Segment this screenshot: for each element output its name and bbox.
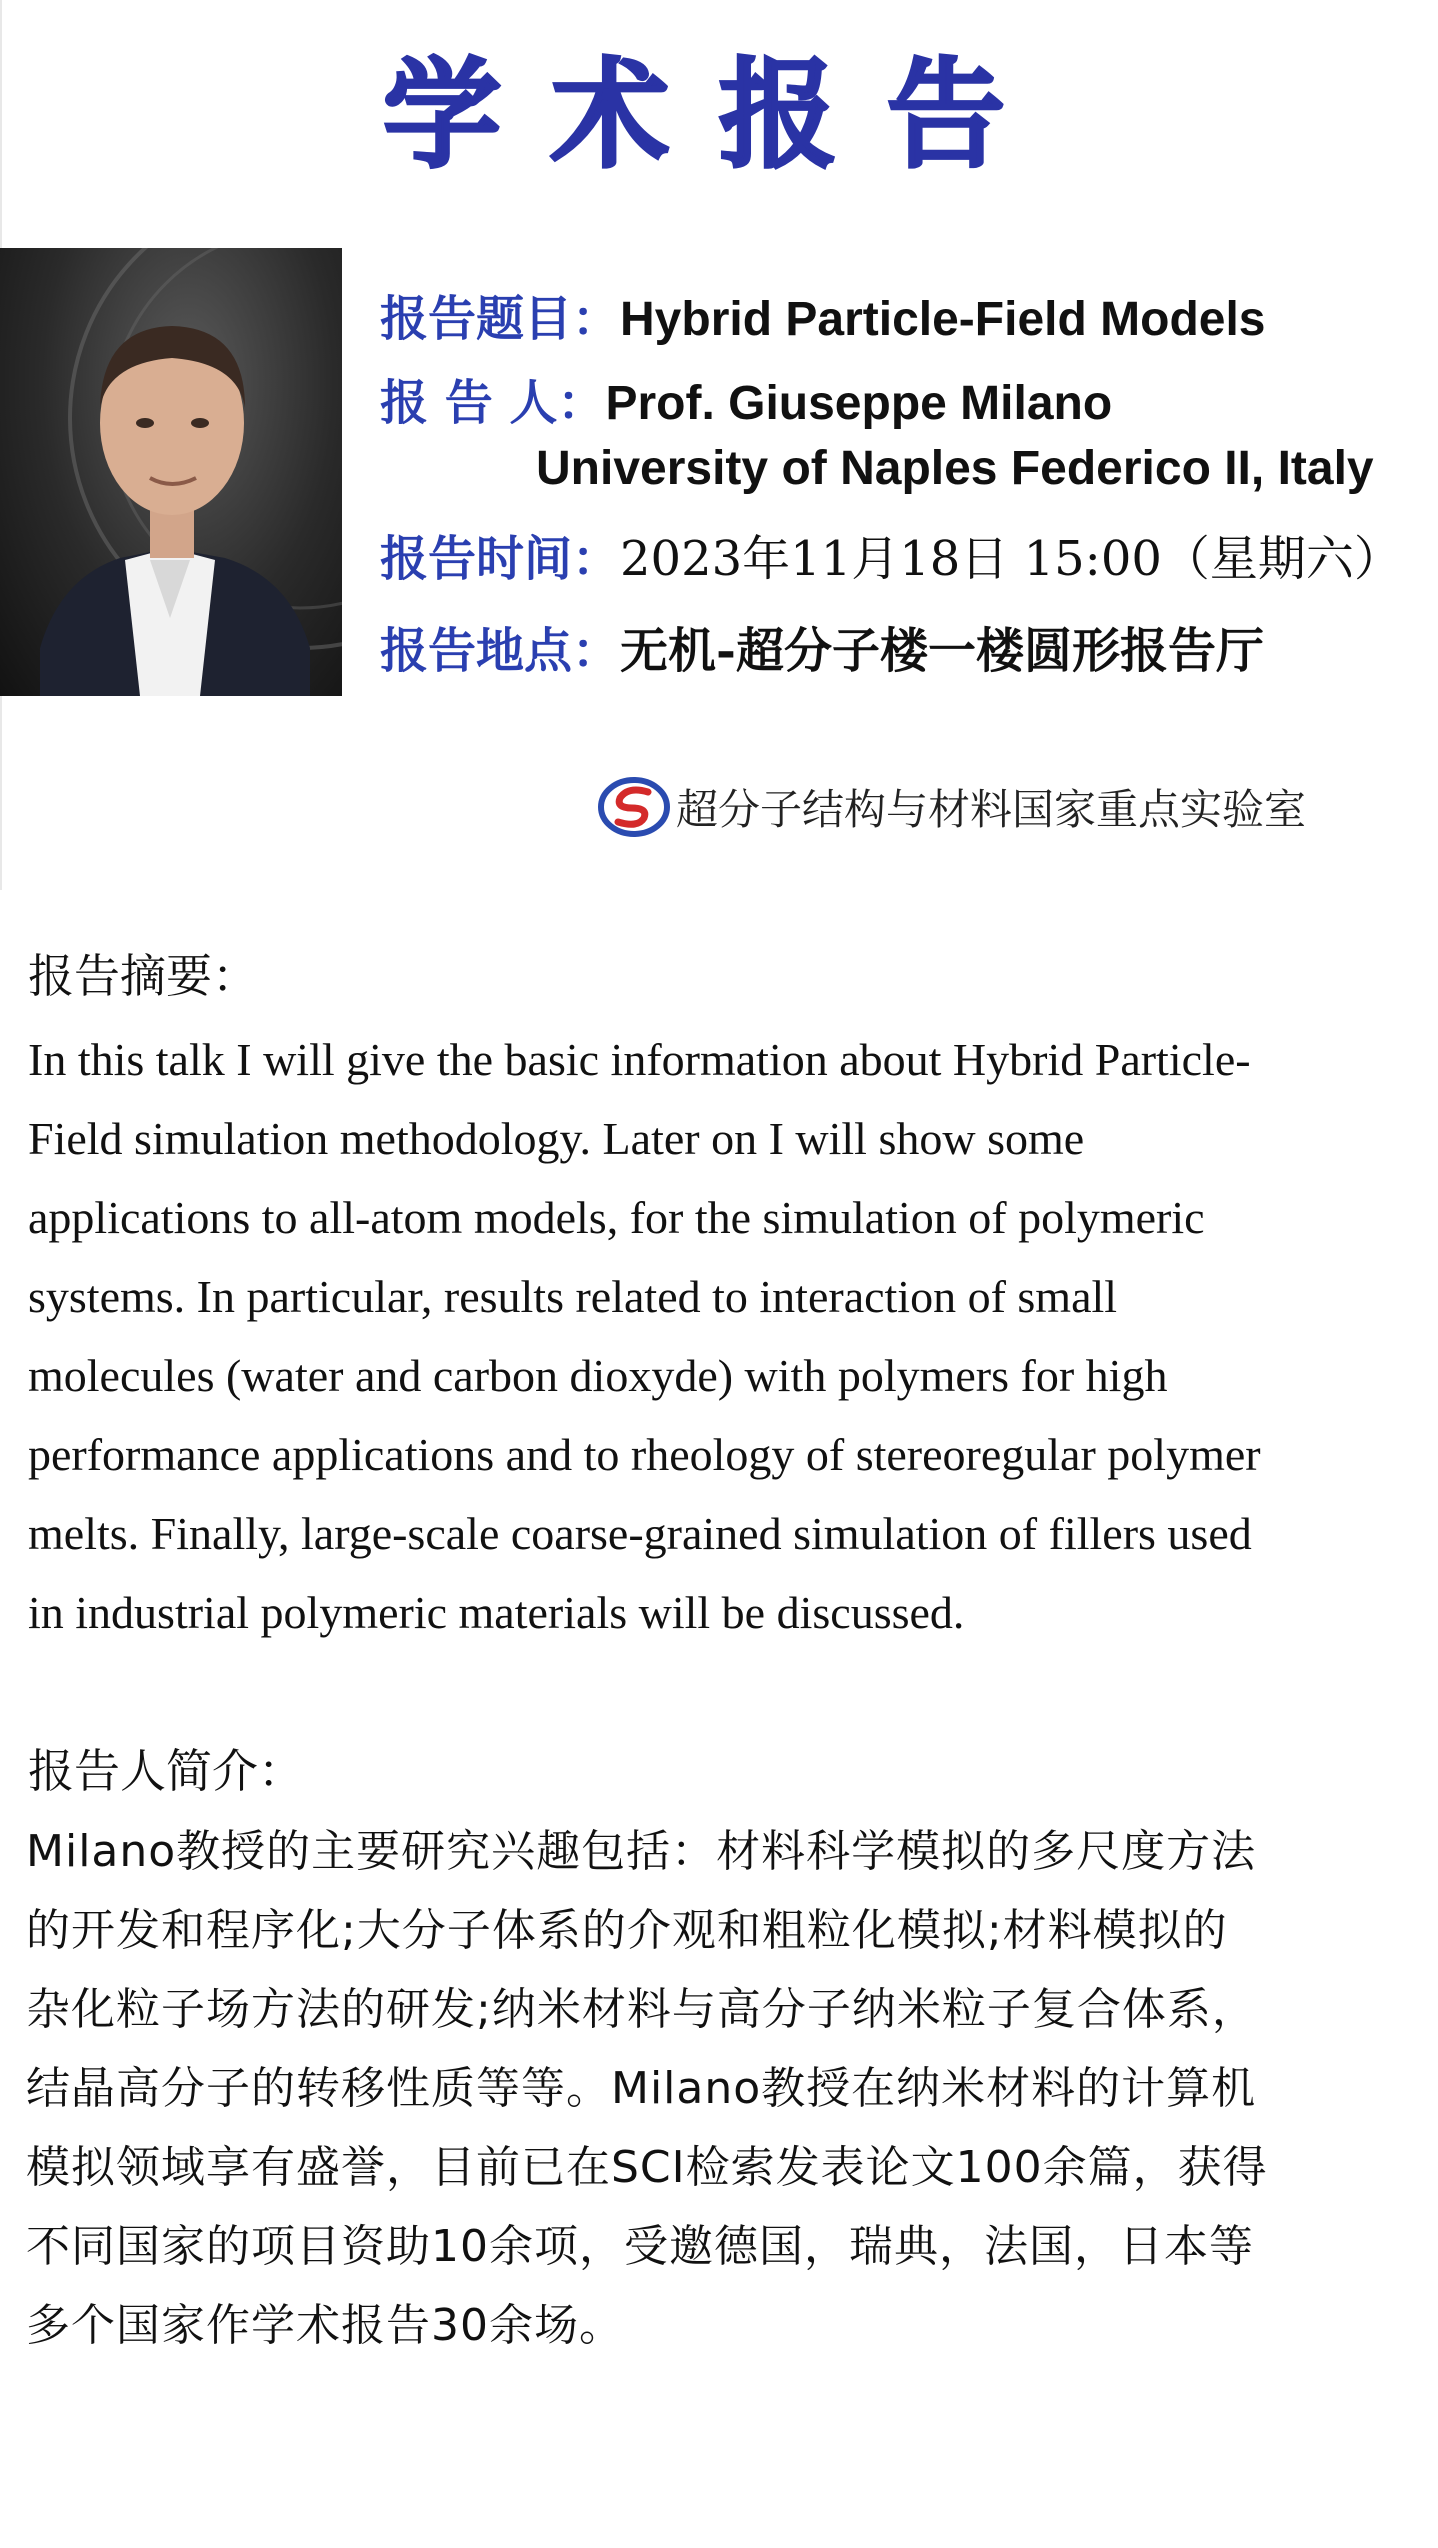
speaker-affiliation: University of Naples Federico II, Italy bbox=[536, 442, 1374, 495]
abstract-body bbox=[28, 1020, 1398, 1652]
place-row bbox=[380, 612, 1264, 681]
abstract-line: Field simulation methodology. Later on I will show some bbox=[28, 1113, 1085, 1164]
abstract-heading: 报告摘要： bbox=[28, 949, 258, 1003]
time-value: 2023年11月18日 15:00（星期六） bbox=[620, 531, 1402, 587]
abstract-line: melts. Finally, large-scale coarse-grained simulation of fillers used bbox=[28, 1508, 1252, 1559]
speaker-photo bbox=[0, 248, 342, 696]
lab-affiliation bbox=[598, 776, 1306, 838]
bio-body bbox=[26, 1812, 1416, 2365]
topic-label: 报告题目： bbox=[380, 291, 621, 347]
time-label: 报告时间： bbox=[380, 531, 621, 587]
time-row bbox=[380, 520, 1402, 589]
lab-logo-icon bbox=[598, 776, 670, 838]
speaker-name: Prof. Giuseppe Milano bbox=[605, 377, 1113, 430]
place-label: 报告地点： bbox=[380, 623, 621, 679]
abstract-line: molecules (water and carbon dioxyde) with polymers for high bbox=[28, 1350, 1168, 1401]
speaker-label: 报 告 人： bbox=[380, 375, 606, 431]
lab-name: 超分子结构与材料国家重点实验室 bbox=[676, 785, 1307, 834]
topic-row bbox=[380, 280, 1265, 349]
affiliation-row bbox=[536, 440, 1374, 496]
bio-line: 杂化粒子场方法的研发;纳米材料与高分子纳米粒子复合体系， bbox=[26, 1984, 1257, 2035]
topic-value: Hybrid Particle-Field Models bbox=[620, 293, 1266, 346]
place-value: 无机-超分子楼一楼圆形报告厅 bbox=[620, 623, 1264, 679]
abstract-line: In this talk I will give the basic information about Hybrid Particle- bbox=[28, 1034, 1251, 1085]
bio-line: 结晶高分子的转移性质等等。Milano教授在纳米材料的计算机 bbox=[26, 2063, 1257, 2114]
speaker-row bbox=[380, 364, 1112, 433]
abstract-line: performance applications and to rheology of stereoregular polymer bbox=[28, 1429, 1261, 1480]
bio-line: 的开发和程序化;大分子体系的介观和粗粒化模拟;材料模拟的 bbox=[26, 1905, 1228, 1956]
bio-line: 不同国家的项目资助10余项，受邀德国，瑞典，法国，日本等 bbox=[26, 2221, 1254, 2272]
bio-line: 多个国家作学术报告30余场。 bbox=[26, 2300, 624, 2351]
bio-line: 模拟领域享有盛誉，目前已在SCI检索发表论文100余篇，获得 bbox=[26, 2142, 1268, 2193]
abstract-line: systems. In particular, results related to interaction of small bbox=[28, 1271, 1118, 1322]
page-title: 学术报告 bbox=[382, 46, 1055, 184]
bio-heading: 报告人简介： bbox=[28, 1744, 304, 1798]
bio-line: Milano教授的主要研究兴趣包括：材料科学模拟的多尺度方法 bbox=[26, 1826, 1257, 1877]
abstract-line: in industrial polymeric materials will be discussed. bbox=[28, 1587, 965, 1638]
abstract-line: applications to all-atom models, for the simulation of polymeric bbox=[28, 1192, 1205, 1243]
